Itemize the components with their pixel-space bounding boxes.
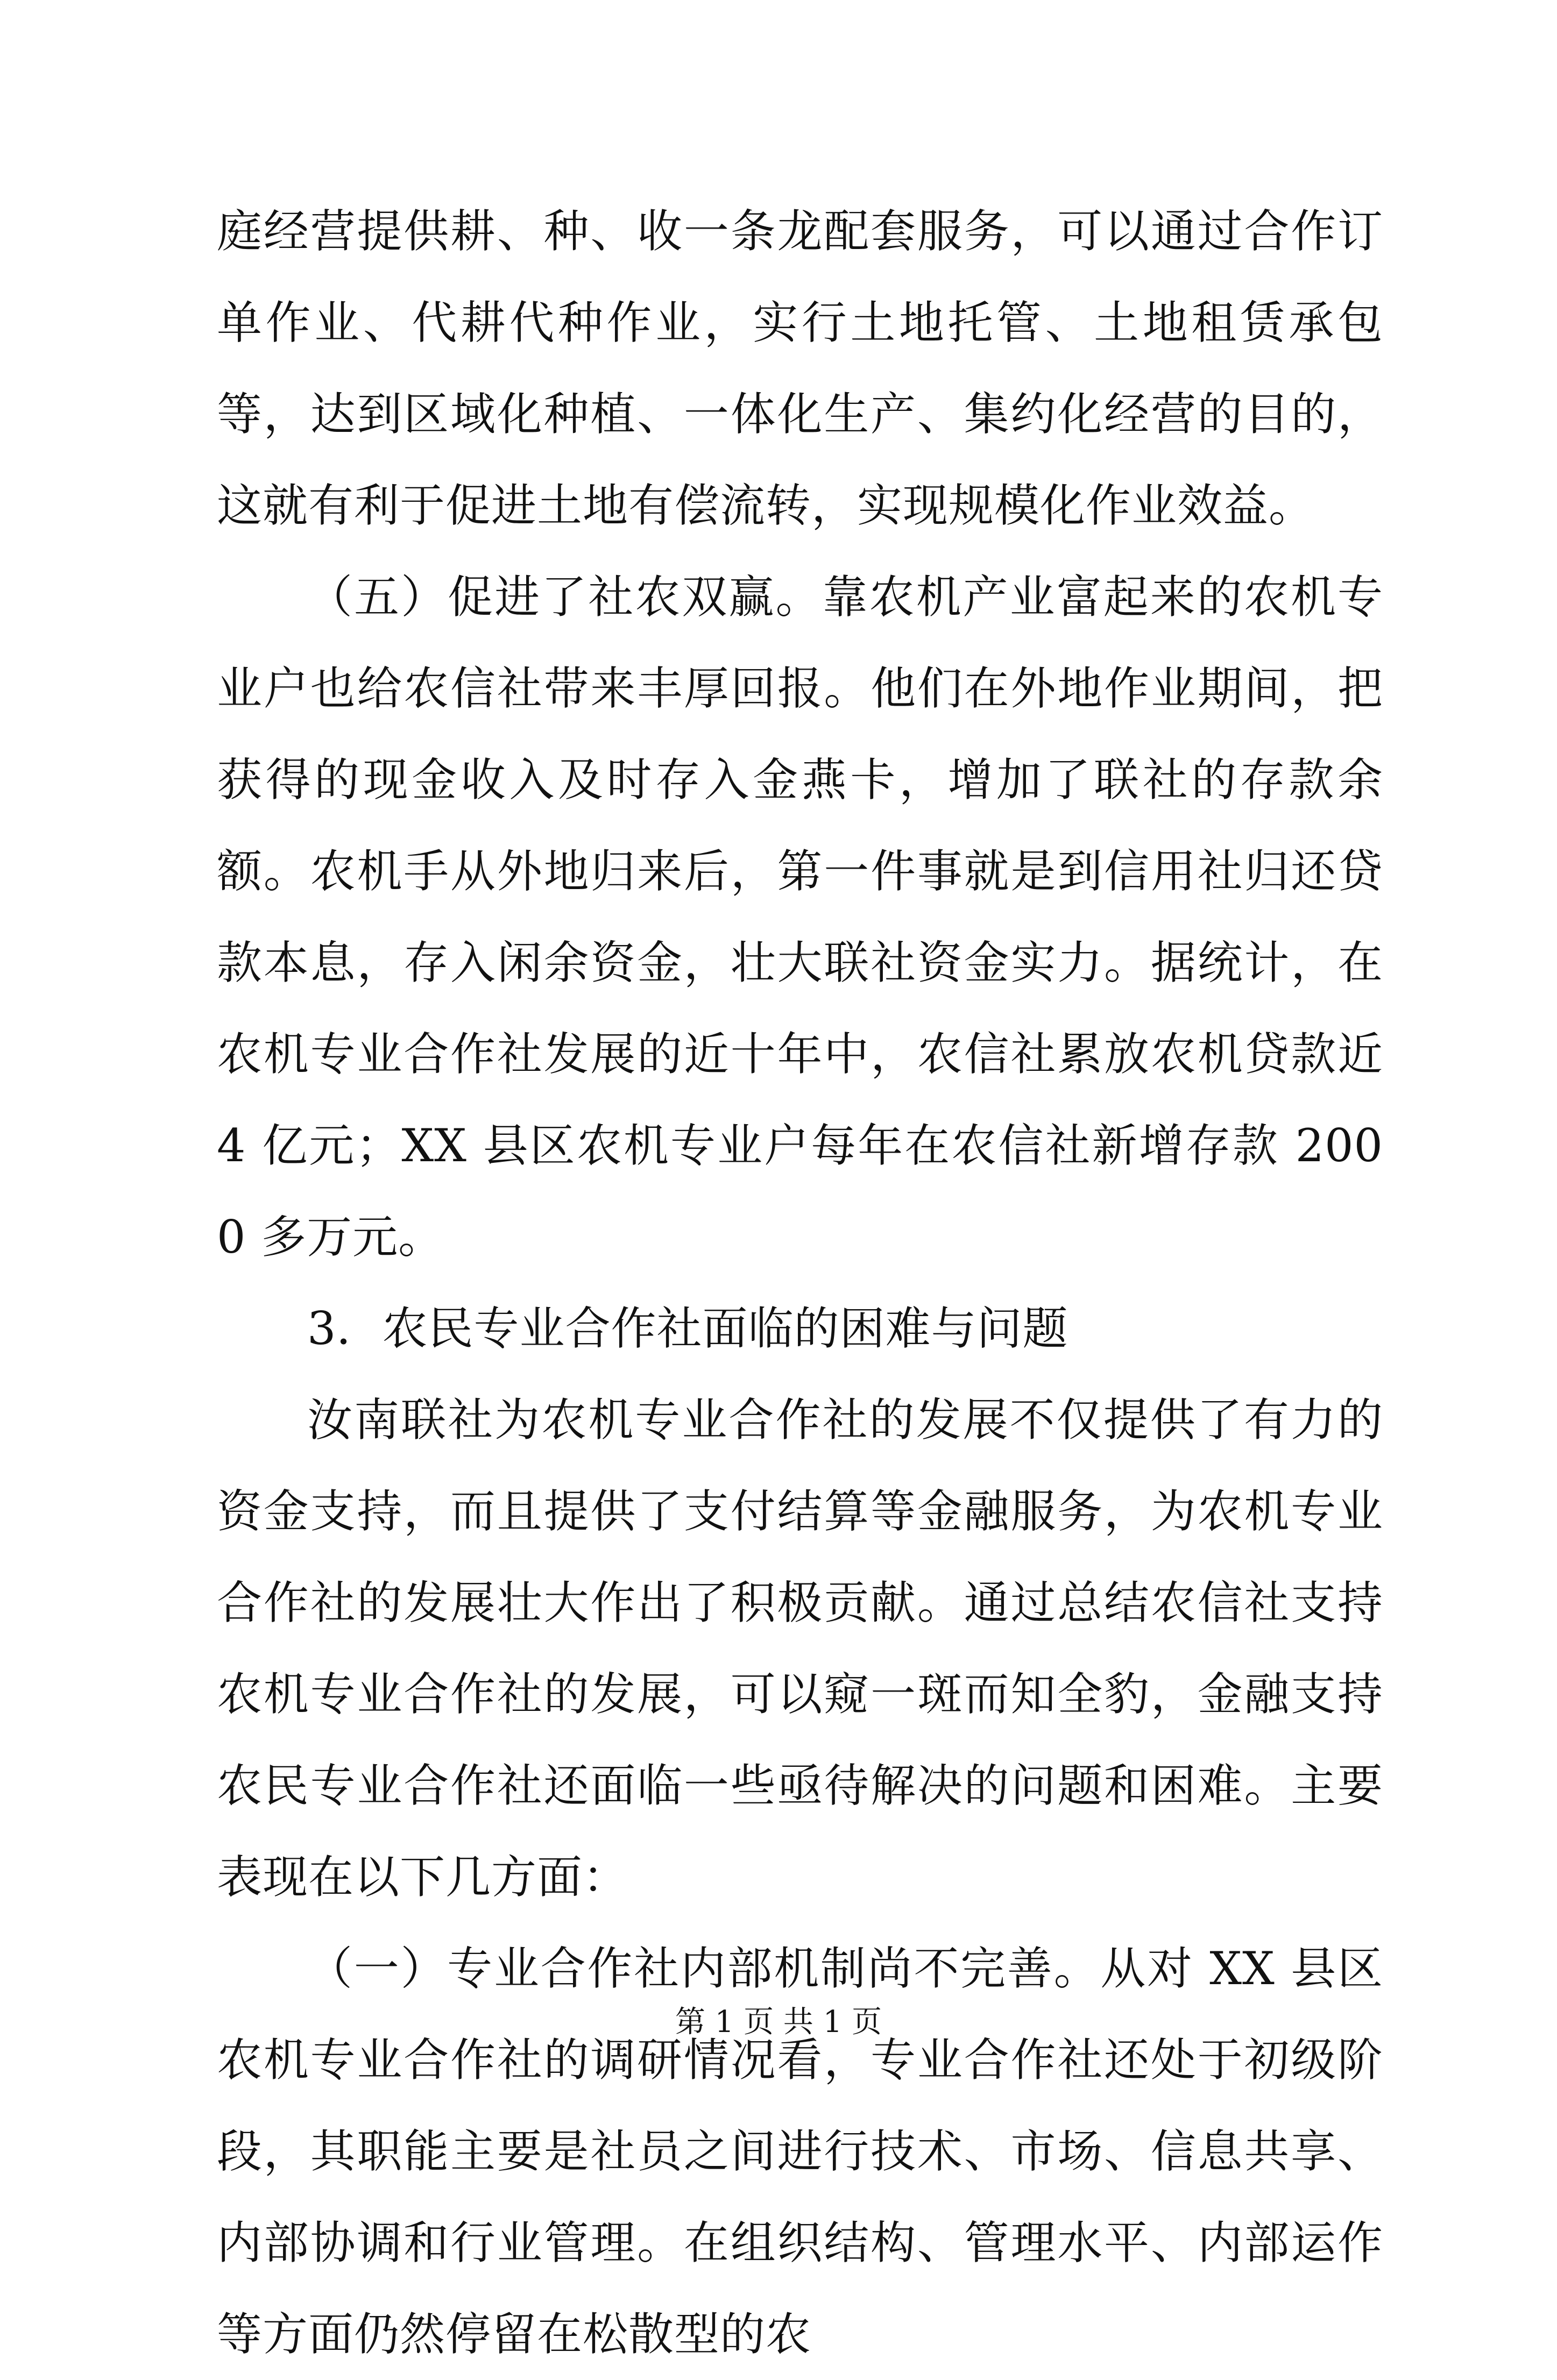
document-body — [217, 186, 1383, 2380]
paragraph-lianshe-support: 汝南联社为农机专业合作社的发展不仅提供了有力的资金支持，而且提供了支付结算等金融服务，为农机专业合作社的发展壮大作出了积极贡献。通过总结农信社支持农机专业合作社的发展，可以窥一斑而知全豹，金融支持农民专业合作社还面临一些亟待解决的问题和困难。主要表现在以下几方面： — [217, 1394, 1383, 1903]
paragraph-shuang-ying: （五）促进了社农双赢。靠农机产业富起来的农机专业户也给农信社带来丰厚回报。他们在外地作业期间，把获得的现金收入及时存入金燕卡，增加了联社的存款余额。农机手从外地归来后，第一件事就是到信用社归还贷款本息，存入闲余资金，壮大联社资金实力。据统计，在农机专业合作社发展的近十年中，农信社累放农机贷款近 4 亿元；XX 县区农机专业户每年在农信社新增存款 2000 多万元。 — [217, 571, 1383, 1263]
section-heading: 3．农民专业合作社面临的困难与问题 — [307, 1302, 1068, 1355]
paragraph-continuation: 庭经营提供耕、种、收一条龙配套服务，可以通过合作订单作业、代耕代种作业，实行土地托管、土地租赁承包等，达到区域化种植、一体化生产、集约化经营的目的，这就有利于促进土地有偿流转，实现规模化作业效益。 — [217, 205, 1383, 532]
paragraph-internal-mechanism: （一）专业合作社内部机制尚不完善。从对 XX 县区农机专业合作社的调研情况看，专业合作社还处于初级阶段，其职能主要是社员之间进行技术、市场、信息共享、内部协调和行业管理。在组织结构、管理水平、内部运作等方面仍然停留在松散型的农 — [217, 1942, 1383, 2361]
page-footer: 第 1 页 共 1 页 — [675, 2005, 882, 2040]
